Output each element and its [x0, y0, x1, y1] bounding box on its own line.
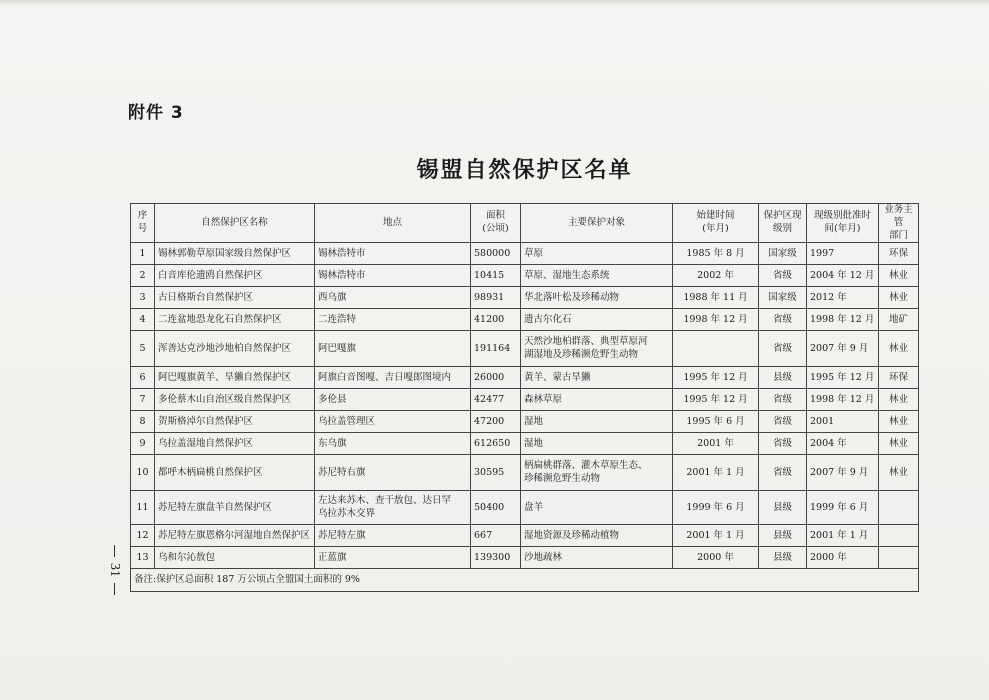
header-target: 主要保护对象	[521, 204, 673, 243]
cell-location: 阿巴嘎旗	[315, 331, 471, 367]
cell-founded: 2001 年 1 月	[673, 455, 759, 491]
table-note: 备注:保护区总面积 187 万公顷占全盟国土面积的 9%	[131, 569, 919, 592]
cell-approved: 2007 年 9 月	[807, 331, 879, 367]
cell-level: 省级	[759, 455, 807, 491]
table-row	[131, 287, 919, 309]
table-row	[131, 455, 919, 491]
cell-location: 阿旗白音图嘎、吉日嘎郎图境内	[315, 367, 471, 389]
page-number-rule-bottom	[114, 583, 115, 595]
cell-target	[521, 433, 673, 455]
cell-target	[521, 547, 673, 569]
cell-index: 4	[131, 309, 155, 331]
cell-location: 锡林浩特市	[315, 243, 471, 265]
cell-level: 县级	[759, 547, 807, 569]
cell-index: 3	[131, 287, 155, 309]
cell-index: 2	[131, 265, 155, 287]
table-row	[131, 411, 919, 433]
header-approved: 现级别批准时 间(年月)	[807, 204, 879, 243]
cell-dept: 环保	[879, 243, 919, 265]
cell-target	[521, 389, 673, 411]
cell-target-line: 湖湿地及珍稀濒危野生动物	[524, 348, 639, 360]
table-row	[131, 265, 919, 287]
cell-index: 9	[131, 433, 155, 455]
cell-name: 古日格斯台自然保护区	[155, 287, 315, 309]
cell-target-line: 湿地	[524, 437, 544, 449]
cell-target	[521, 243, 673, 265]
cell-approved: 2004 年	[807, 433, 879, 455]
cell-dept	[879, 491, 919, 525]
cell-location: 二连浩特	[315, 309, 471, 331]
cell-area: 667	[471, 525, 521, 547]
cell-index: 8	[131, 411, 155, 433]
cell-approved: 2007 年 9 月	[807, 455, 879, 491]
cell-index: 13	[131, 547, 155, 569]
cell-dept: 林业	[879, 287, 919, 309]
cell-area: 41200	[471, 309, 521, 331]
cell-name: 贺斯格淖尔自然保护区	[155, 411, 315, 433]
cell-target-line: 珍稀濒危野生动物	[524, 472, 601, 484]
cell-index: 6	[131, 367, 155, 389]
cell-founded: 1995 年 12 月	[673, 389, 759, 411]
cell-target-line: 遗古尔化石	[524, 313, 572, 325]
cell-level: 县级	[759, 367, 807, 389]
cell-level: 省级	[759, 309, 807, 331]
cell-target-line: 黄羊、蒙古旱獭	[524, 371, 591, 383]
cell-index: 7	[131, 389, 155, 411]
cell-target	[521, 491, 673, 525]
cell-level: 县级	[759, 525, 807, 547]
table-body	[131, 243, 919, 569]
cell-location-line: 乌拉苏木交界	[318, 507, 376, 519]
cell-level: 省级	[759, 265, 807, 287]
table-row	[131, 309, 919, 331]
cell-location: 苏尼特右旗	[315, 455, 471, 491]
cell-target-line: 天然沙地柏群落、典型草原河	[524, 336, 648, 348]
table-row	[131, 367, 919, 389]
cell-target	[521, 309, 673, 331]
cell-founded: 2002 年	[673, 265, 759, 287]
cell-approved: 1997	[807, 243, 879, 265]
cell-index: 1	[131, 243, 155, 265]
cell-area: 50400	[471, 491, 521, 525]
cell-target-line: 盘羊	[524, 501, 544, 513]
cell-area: 612650	[471, 433, 521, 455]
header-location: 地点	[315, 204, 471, 243]
cell-location: 锡林浩特市	[315, 265, 471, 287]
cell-dept: 林业	[879, 331, 919, 367]
cell-area: 42477	[471, 389, 521, 411]
table-row	[131, 525, 919, 547]
cell-name: 二连盆地恐龙化石自然保护区	[155, 309, 315, 331]
cell-target	[521, 265, 673, 287]
cell-target	[521, 455, 673, 491]
cell-target-line: 草原	[524, 247, 544, 259]
cell-target-line: 湿地资源及珍稀动植物	[524, 529, 620, 541]
header-name: 自然保护区名称	[155, 204, 315, 243]
cell-approved: 2004 年 12 月	[807, 265, 879, 287]
header-level: 保护区现 级别	[759, 204, 807, 243]
header-area: 面积 (公顷)	[471, 204, 521, 243]
table-row	[131, 331, 919, 367]
cell-approved: 2001	[807, 411, 879, 433]
cell-founded: 1995 年 6 月	[673, 411, 759, 433]
page-number-text: 31	[107, 563, 122, 577]
cell-index: 11	[131, 491, 155, 525]
cell-dept: 地矿	[879, 309, 919, 331]
cell-index: 12	[131, 525, 155, 547]
header-founded: 始建时间 (年月)	[673, 204, 759, 243]
scan-edge	[0, 0, 989, 6]
cell-area: 30595	[471, 455, 521, 491]
cell-approved: 2000 年	[807, 547, 879, 569]
table-row	[131, 491, 919, 525]
cell-founded: 1988 年 11 月	[673, 287, 759, 309]
table-row	[131, 243, 919, 265]
cell-founded: 1998 年 12 月	[673, 309, 759, 331]
cell-area: 47200	[471, 411, 521, 433]
cell-location-line: 左达来苏木、查干敖包、达日罕	[318, 495, 452, 507]
cell-location: 东乌旗	[315, 433, 471, 455]
cell-area: 26000	[471, 367, 521, 389]
cell-area: 98931	[471, 287, 521, 309]
cell-target-line: 森林草原	[524, 393, 563, 405]
reserve-table	[130, 203, 919, 592]
cell-founded: 1985 年 8 月	[673, 243, 759, 265]
cell-level: 县级	[759, 491, 807, 525]
cell-approved: 1995 年 12 月	[807, 367, 879, 389]
cell-level: 省级	[759, 331, 807, 367]
cell-target-line: 草原、湿地生态系统	[524, 269, 610, 281]
cell-name: 苏尼特左旗恩格尔河湿地自然保护区	[155, 525, 315, 547]
cell-dept: 林业	[879, 411, 919, 433]
cell-name: 浑善达克沙地沙地柏自然保护区	[155, 331, 315, 367]
table-header-row	[131, 204, 919, 243]
cell-name: 锡林郭勒草原国家级自然保护区	[155, 243, 315, 265]
cell-target	[521, 525, 673, 547]
cell-area: 10415	[471, 265, 521, 287]
cell-target-line: 柄扁桃群落、灌木草原生态、	[524, 460, 648, 472]
cell-name: 阿巴嘎旗黄羊、旱獭自然保护区	[155, 367, 315, 389]
cell-location: 正蓝旗	[315, 547, 471, 569]
cell-level: 省级	[759, 411, 807, 433]
cell-target	[521, 411, 673, 433]
cell-approved: 1998 年 12 月	[807, 389, 879, 411]
cell-founded	[673, 331, 759, 367]
cell-target	[521, 287, 673, 309]
cell-area: 580000	[471, 243, 521, 265]
cell-target	[521, 331, 673, 367]
cell-location: 乌拉盖管理区	[315, 411, 471, 433]
cell-dept	[879, 525, 919, 547]
cell-target-line: 华北落叶松及珍稀动物	[524, 291, 620, 303]
cell-founded: 1999 年 6 月	[673, 491, 759, 525]
cell-area: 139300	[471, 547, 521, 569]
cell-level: 省级	[759, 389, 807, 411]
cell-dept	[879, 547, 919, 569]
cell-founded: 2001 年 1 月	[673, 525, 759, 547]
table-note-row	[131, 569, 919, 592]
cell-founded: 1995 年 12 月	[673, 367, 759, 389]
cell-index: 5	[131, 331, 155, 367]
cell-name: 白音库伦遗鸥自然保护区	[155, 265, 315, 287]
cell-target	[521, 367, 673, 389]
cell-approved: 2001 年 1 月	[807, 525, 879, 547]
cell-approved: 2012 年	[807, 287, 879, 309]
cell-dept: 林业	[879, 433, 919, 455]
page-number	[103, 545, 125, 625]
cell-location: 苏尼特左旗	[315, 525, 471, 547]
cell-level: 省级	[759, 433, 807, 455]
header-dept: 业务主管 部门	[879, 204, 919, 243]
table-row	[131, 433, 919, 455]
header-index: 序 号	[131, 204, 155, 243]
document-title: 锡盟自然保护区名单	[416, 158, 633, 183]
cell-location: 西乌旗	[315, 287, 471, 309]
cell-location: 多伦县	[315, 389, 471, 411]
cell-target-line: 湿地	[524, 415, 544, 427]
cell-dept: 环保	[879, 367, 919, 389]
cell-level: 国家级	[759, 243, 807, 265]
page-number-rule-top	[114, 545, 115, 557]
cell-name: 乌拉盖湿地自然保护区	[155, 433, 315, 455]
cell-dept: 林业	[879, 455, 919, 491]
cell-name: 都呼木柄扁桃自然保护区	[155, 455, 315, 491]
cell-dept: 林业	[879, 265, 919, 287]
cell-location	[315, 491, 471, 525]
cell-approved: 1999 年 6 月	[807, 491, 879, 525]
cell-name: 多伦蔡木山自治区级自然保护区	[155, 389, 315, 411]
table-row	[131, 389, 919, 411]
cell-name: 乌和尔沁敖包	[155, 547, 315, 569]
cell-target-line: 沙地疏林	[524, 551, 563, 563]
cell-index: 10	[131, 455, 155, 491]
cell-founded: 2001 年	[673, 433, 759, 455]
cell-area: 191164	[471, 331, 521, 367]
cell-level: 国家级	[759, 287, 807, 309]
cell-approved: 1998 年 12 月	[807, 309, 879, 331]
cell-name: 苏尼特左旗盘羊自然保护区	[155, 491, 315, 525]
table-row	[131, 547, 919, 569]
attachment-label: 附件 3	[128, 103, 184, 123]
cell-founded: 2000 年	[673, 547, 759, 569]
cell-dept: 林业	[879, 389, 919, 411]
